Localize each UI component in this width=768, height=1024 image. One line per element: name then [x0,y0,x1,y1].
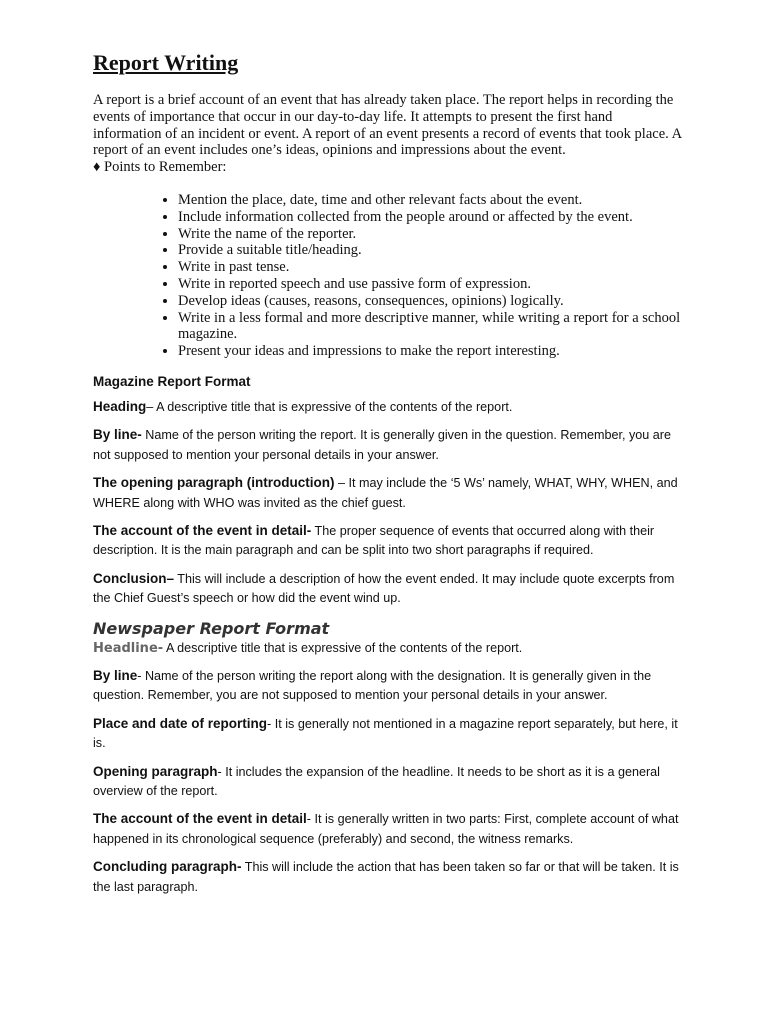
entry-label: Opening paragraph [93,763,218,779]
entry-text: The proper sequence of events that occurred along with their description. It is the main paragraph and can be split into two short paragraphs if required. [93,523,655,558]
entry-text: – It may include the ‘5 Ws’ namely, WHAT, WHY, WHEN, and WHERE along with WHO was invited as the chief guest. [93,476,678,510]
magazine-entry-conclusion [93,569,683,609]
intro-paragraph: A report is a brief account of an event that has already taken place. The report helps in recording the events of importance that occur in our day-to-day life. It attempts to present the first hand information of an incident or event. A report of an event presents a record of events that took place. A report of an event includes one’s ideas, opinions and impressions about the event. [93,92,682,159]
magazine-entry-byline [93,425,683,465]
list-item: • Mention the place, date, time and other relevant facts about the event. [178,192,683,209]
newspaper-entry-concluding [93,857,683,897]
entry-label: Concluding paragraph- [93,859,242,875]
entry-label: By line- [93,427,142,443]
list-item: • Write in reported speech and use passive form of expression. [178,276,683,293]
list-item: • Develop ideas (causes, reasons, consequences, opinions) logically. [178,293,683,310]
magazine-section [93,397,683,609]
newspaper-section [93,639,683,897]
list-item: • Write the name of the reporter. [178,226,683,243]
document-title: Report Writing [93,50,239,75]
list-item: • Provide a suitable title/heading. [178,242,683,259]
entry-text: - Name of the person writing the report along with the designation. It is generally given in the question. Remember, you are not supposed to mention your personal details in your answer. [93,669,652,703]
entry-text: - It is generally written in two parts: First, complete account of what happened in its chronological sequence (preferably) and second, the witness remarks. [93,812,679,846]
list-item: • Write in a less formal and more descriptive manner, while writing a report for a school magazine. [178,310,683,344]
document-page [93,50,683,905]
entry-label: Conclusion– [93,570,175,586]
entry-text: - It is generally not mentioned in a magazine report separately, but here, it is. [93,716,678,751]
entry-label: The account of the event in detail- [93,522,312,538]
entry-text: – A descriptive title that is expressive of the contents of the report. [146,399,513,414]
points-list [93,192,683,360]
entry-label: By line [93,668,138,684]
newspaper-entry-place-date [93,714,683,754]
newspaper-entry-opening [93,762,683,802]
list-item: • Include information collected from the people around or affected by the event. [178,209,683,226]
entry-label: Heading [93,398,147,414]
entry-text: This will include a description of how the event ended. It may include quote excerpts from the Chief Guest’s speech or how did the event wind up. [93,571,675,606]
entry-label: The account of the event in detail [93,811,307,827]
entry-text: Name of the person writing the report. It is generally given in the question. Remember, you are not supposed to mention your personal details in your answer. [93,428,671,462]
entry-text: This will include the action that has been taken so far or that will be taken. It is the last paragraph. [93,860,679,894]
entry-text: A descriptive title that is expressive of the contents of the report. [163,640,523,655]
entry-label: Place and date of reporting [93,715,268,731]
list-item: • Write in past tense. [178,259,683,276]
points-heading: ♦ Points to Remember: [93,159,227,176]
newspaper-entry-byline [93,666,683,706]
magazine-entry-account [93,521,683,561]
list-item: • Present your ideas and impressions to make the report interesting. [178,343,683,360]
entry-label: Headline- [93,640,164,656]
newspaper-entry-headline [93,639,683,658]
entry-label: The opening paragraph (introduction) [93,475,335,491]
newspaper-section-title: Newspaper Report Format [93,618,330,638]
newspaper-entry-account [93,809,683,849]
entry-text: - It includes the expansion of the headline. It needs to be short as it is a general overview of the report. [93,764,660,799]
magazine-entry-heading [93,397,683,417]
magazine-section-title: Magazine Report Format [93,373,251,389]
magazine-entry-opening [93,473,683,513]
